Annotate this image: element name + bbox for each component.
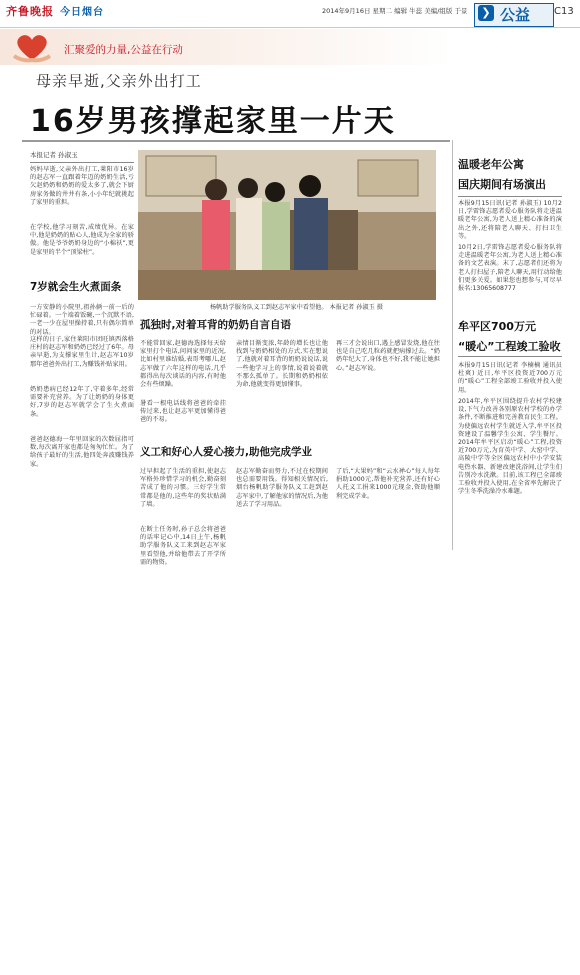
byline-divider [30,162,134,163]
body-paragraph: 爸爸赵德海一年里回家的次数屈指可数,每次离开家也都是匆匆忙忙。为了给孩子最好的生活,他四处奔波赚钱养家。 [30,436,134,468]
body-paragraph: 不能常回家,赵德海选择每天给家里打个电话,问问家里的近况,比如村里谁结婚,表哥考哪儿,赵志军做了六年这样的电话,几乎都得出每次谈话的内容,有时他会有些烦躁。 [140,340,226,389]
sidebar-paragraph: 本报9月15日讯(记者 孙淑玉) 10月2日,学雷锋志愿者爱心服务队将走进温暖老年公寓,为老人送上精心准备的演出之外,还将陪老人聊天、打扫卫生等。 [458,200,562,240]
section-subhead: 孤独时,对着耳背的奶奶自言自语 [140,319,291,331]
sidebar-story-title: 温暖老年公寓 [458,158,524,171]
family-photo-image [138,150,436,300]
headline-divider [22,140,450,142]
body-paragraph: 这样的日子,家住莱阳市团旺镇西落格庄村的赵志军和奶奶已经过了6年。母亲早逝,为支撑家里生计,赵志军10岁那年爸爸外出打工,为赚钱补贴家用。 [30,336,134,368]
article-kicker: 母亲早逝,父亲外出打工 [36,72,202,90]
body-paragraph: 再三才会说出口,遇上感冒发烧,他在往也是自己吃几粒药就把病撑过去。“奶奶年纪大了,身体也不好,我不能让她担心。”赵志军说。 [336,340,440,372]
body-paragraph: 奶奶患病已经12年了,守着多年,经常需要补充营养。为了让奶奶的身体更好,7岁的赵志军就学会了生火煮面条。 [30,386,134,418]
brand-name: 齐鲁晚报 [6,5,54,18]
body-paragraph: 一方安静的小院里,祖孙俩一前一后的忙碌着。一个端着饭碗,一个沉默不语,一老一少在屋里操持着,只有偶尔简单的对话。 [30,304,134,336]
body-paragraph: 了后,“大果妈”和“云水禅心”每人每年捐助1000元,帮他补充营养,还有好心人托义工捐来1000元现金,资助他顺利完成学业。 [336,468,440,500]
photo-caption: 杨帆助学服务队义工到赵志军家中看望他。 本报记者 孙淑玉 摄 [210,304,383,311]
sidebar-paragraph: 2014年,牟平区围绕提升农村学校建设,下气力改善各别原农村学校的办学条件,不断推进和完善教育民生工程。为使偏远农村学生就近入学,牟平区投资建设了温馨学生公寓、学生餐厅。2014年牟平区启动“暖心”工程,投资近700万元,为育英中学、大窑中学、高陵中学等全区偏远农村中小学安装电热水器、新建改建洗浴间,让学生们告别冷水洗漱。目前,该工程已全部竣工验收并投入使用,在全省率先解决了学生冬季洗澡冷水难题。 [458,398,562,496]
sidebar-story-title: “暖心”工程竣工验收 [458,340,561,353]
heart-hands-icon [12,30,52,64]
header-divider [0,27,580,28]
section-name: 今日烟台 [60,7,104,18]
column-name: 公益 [500,6,531,24]
lead-paragraph: 妈妈早逝,父亲外出打工,莱阳市16岁的赵志军一直跟着年迈的奶奶生活,亏欠赵奶奶和奶奶的爱太多了,就会下厨房家务做的井井有条,小小年纪就挑起了家里的重担。 [30,166,134,206]
page-number: C13 [554,6,574,17]
date-editor-line: 2014年9月16日 星期二 编辑 牛蕊 美编/组版 于景 [322,7,468,15]
sidebar-paragraph: 本报9月15日讯(记者 李楠楠 通讯员 杜爽) 近日,牟平区投资近700万元的“暖心”工程全部竣工验收并投入使用。 [458,362,562,394]
sidebar-divider-line [458,196,562,197]
section-subhead: 义工和好心人爱心接力,助他完成学业 [140,446,312,458]
body-paragraph: 亲情目渐变浓,年龄的增长也让他找到与奶奶相处的方式,实在想说了,他就对着耳背的奶奶说说话,说一些他学习上的事情,说着说着就不那么孤单了。长期和奶奶相依为命,他就变得更加懂事。 [236,340,328,389]
body-paragraph: 过早担起了生活的重担,使赵志军格外珍惜学习的机会,勤奋刻苦成了他的习惯。三好学生常常都是他的,这些年的奖状贴满了墙。 [140,468,226,508]
banner-slogan: 汇聚爱的力量,公益在行动 [64,44,183,56]
sidebar-story-title: 国庆期间有场演出 [458,178,546,191]
body-paragraph: 赵志军勤奋而努力,不过在校期间也总需要用钱。得知相关情况后,烟台杨帆助学服务队义工赶到赵志军家中,了解他家的情况后,为他送去了学习用品。 [236,468,328,508]
article-byline: 本报记者 孙淑玉 [30,151,78,159]
column-logo-icon: ❯ [478,5,494,21]
lead-paragraph: 在学校,他学习刻苦,成绩优异。在家中,他是奶奶的贴心人,他成为全家的骄傲。他是爷爷奶奶身边的“小棉袄”,更是家里的半个“顶梁柱”。 [30,224,134,256]
sidebar-divider [452,140,453,550]
article-headline: 16岁男孩撑起家里一片天 [30,104,396,139]
article-photo [138,150,436,300]
sidebar-paragraph: 10月2日,学雷锋志愿者爱心服务队将走进温暖老年公寓,为老人送上精心准备的文艺表演。末了,志愿者们还将为老人打扫屋子,陪老人聊天,用行动给他们更多关爱。如果您也想参与,可尽早报名:13065608777 [458,244,562,293]
body-paragraph: 在断土任务时,孙子总会将爸爸的话牢记心中,14日上午,杨帆助学服务队义工来到赵志军家里看望他,并给他带去了开学所需的物资。 [140,526,226,566]
section-subhead: 7岁就会生火煮面条 [30,281,122,293]
sidebar-story-title: 牟平区700万元 [458,320,536,333]
body-paragraph: 暑看一根电话线将爸爸的牵挂传过来,也让赵志军更加懂得爸爸的不易。 [140,400,226,424]
newspaper-brand [6,3,104,19]
sidebar-divider-line [458,356,562,357]
